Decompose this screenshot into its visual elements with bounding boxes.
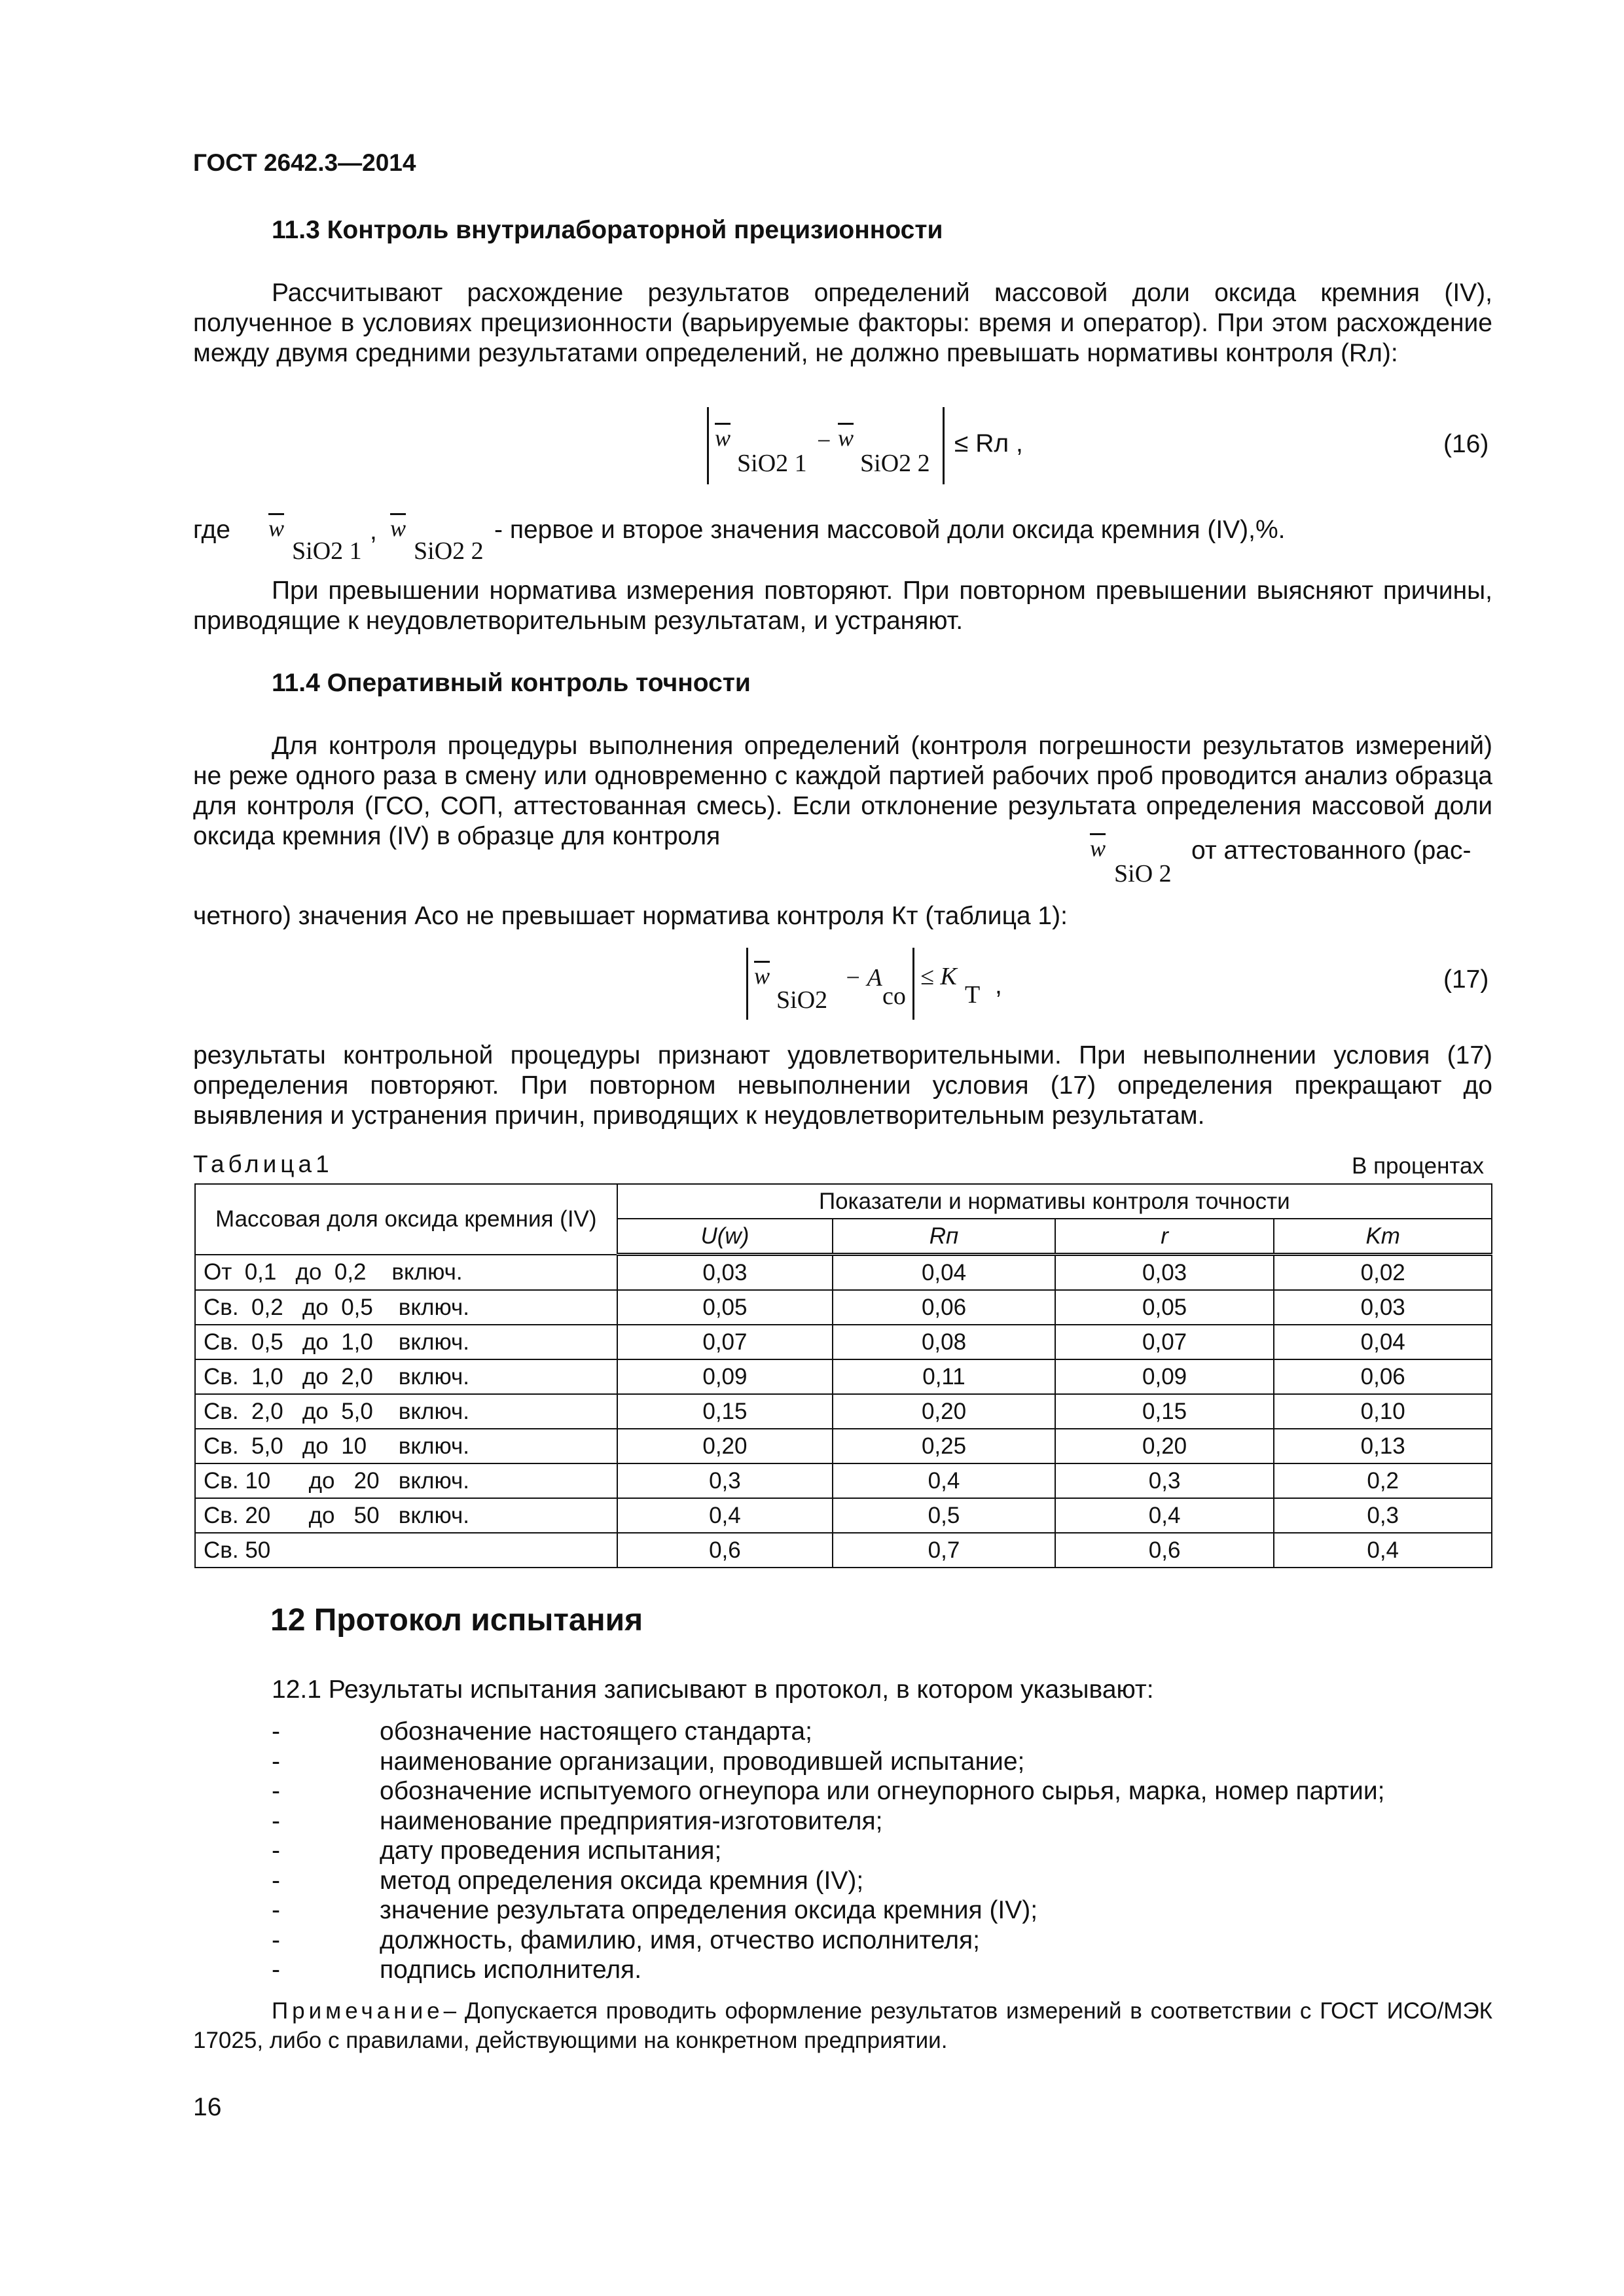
table-cell: 0,4: [617, 1498, 833, 1533]
table-cell: 0,02: [1274, 1255, 1492, 1291]
table-cell: 0,10: [1274, 1394, 1492, 1429]
table-row: [195, 1255, 1492, 1291]
subscript-sio2-2: SiO2 2: [414, 537, 484, 565]
section-11-4-title: 11.4 Оперативный контроль точности: [272, 669, 751, 697]
table-cell-range: Св. 2,0 до 5,0 включ.: [195, 1394, 617, 1429]
table-cell: 0,03: [617, 1255, 833, 1291]
note-label: Примечание: [272, 1998, 444, 2024]
table-cell: 0,6: [617, 1533, 833, 1568]
column-header-u: U(w): [617, 1219, 833, 1255]
list-item-text: обозначение испытуемого огнеупора или огнеупорного сырья, марка, номер партии;: [380, 1777, 1385, 1805]
table-cell: 0,07: [617, 1325, 833, 1359]
section-12-intro: 12.1 Результаты испытания записывают в протокол, в котором указывают:: [272, 1676, 1154, 1704]
separator-comma: ,: [370, 517, 377, 545]
dash-marker: -: [272, 1866, 280, 1895]
paragraph-tail: от аттестованного (рас-: [1191, 836, 1471, 865]
eq16-rhs: ≤ Rл ,: [954, 429, 1023, 457]
table-cell: 0,03: [1055, 1255, 1274, 1291]
subscript-co: co: [882, 982, 906, 1010]
abs-bar-left: [746, 948, 748, 1020]
table-cell: 0,04: [833, 1255, 1055, 1291]
equation-number-16: (16): [1443, 430, 1489, 458]
table-cell: 0,09: [1055, 1359, 1274, 1394]
dash-marker: -: [272, 1806, 280, 1835]
section-11-4-paragraph: Для контроля процедуры выполнения определений (контроля погрешности результатов измерений) не реже одного раза в смену или одновременно с каждой партией рабочих проб проводится анализ образца для контроля (ГСО, СОП, аттестованная смесь). Если отклонение результата определения массовой доли оксида кремния (IV) в образце для контроля: [193, 732, 1492, 850]
table-row: [195, 1394, 1492, 1429]
dash-marker: -: [272, 1717, 280, 1746]
subscript-sio2: SiO2: [776, 986, 828, 1014]
table-cell-range: Св. 0,5 до 1,0 включ.: [195, 1325, 617, 1359]
table-units: В процентах: [1352, 1153, 1485, 1179]
dash-marker: -: [272, 1837, 280, 1865]
list-item-text: метод определения оксида кремния (IV);: [380, 1866, 864, 1895]
abs-bar-left: [707, 407, 709, 484]
w-symbol: $\overline{w}$: [390, 515, 406, 541]
table-cell: 0,2: [1274, 1463, 1492, 1498]
table-cell: 0,20: [833, 1394, 1055, 1429]
table-cell: 0,09: [617, 1359, 833, 1394]
section-11-3-paragraph-2: При превышении норматива измерения повторяют. При повторном превышении выясняют причины, приводящие к неудовлетворительным результатам, и устраняют.: [193, 577, 1492, 635]
table-cell: 0,07: [1055, 1325, 1274, 1359]
dash-marker: -: [272, 1777, 280, 1805]
table-row: [195, 1290, 1492, 1325]
subscript-sio2-1: SiO2 1: [292, 537, 362, 565]
abs-bar-right: [943, 407, 945, 484]
table-cell: 0,04: [1274, 1325, 1492, 1359]
list-item-text: обозначение настоящего стандарта;: [380, 1717, 812, 1746]
table-cell: 0,15: [1055, 1394, 1274, 1429]
list-item-text: наименование предприятия-изготовителя;: [380, 1806, 883, 1835]
dash-marker: -: [272, 1896, 280, 1924]
document-code: ГОСТ 2642.3—2014: [193, 149, 416, 176]
page-number: 16: [193, 2093, 222, 2121]
table-cell: 0,20: [617, 1429, 833, 1463]
table-cell: 0,4: [833, 1463, 1055, 1498]
equation-16: [707, 407, 1074, 484]
dash-marker: -: [272, 1956, 280, 1984]
table-cell: 0,15: [617, 1394, 833, 1429]
equation-17: [746, 948, 1060, 1020]
table-cell: 0,11: [833, 1359, 1055, 1394]
section-11-3-title: 11.3 Контроль внутрилабораторной прецизионности: [272, 216, 943, 244]
section-12-title: 12 Протокол испытания: [270, 1603, 643, 1638]
table-cell: 0,03: [1274, 1290, 1492, 1325]
dash-marker: -: [272, 1926, 280, 1954]
table-row: [195, 1325, 1492, 1359]
w-symbol: $\overline{w}$: [754, 963, 770, 989]
table-row: [195, 1498, 1492, 1533]
table-cell-range: Св. 0,2 до 0,5 включ.: [195, 1290, 617, 1325]
column-header-r: r: [1055, 1219, 1274, 1255]
table-cell: 0,06: [833, 1290, 1055, 1325]
column-header-kt: Kт: [1274, 1219, 1492, 1255]
where-description: - первое и второе значения массовой доли оксида кремния (IV),%.: [494, 516, 1286, 544]
table-1: [194, 1183, 1492, 1568]
table-row: [195, 1463, 1492, 1498]
table-cell-range: Св. 50: [195, 1533, 617, 1568]
table-cell: 0,3: [617, 1463, 833, 1498]
w-symbol: $\overline{w}$: [268, 515, 285, 541]
list-item-text: должность, фамилию, имя, отчество исполнителя;: [380, 1926, 980, 1954]
a-co-symbol: − A: [844, 964, 882, 992]
eq17-rhs: ≤ K: [920, 963, 957, 990]
table-row: [195, 1359, 1492, 1394]
table-cell-range: Св. 5,0 до 10 включ.: [195, 1429, 617, 1463]
w-symbol: $\overline{w}$: [1090, 835, 1106, 861]
comma: ,: [995, 971, 1002, 999]
column-header-rp: Rп: [833, 1219, 1055, 1255]
paragraph-line: четного) значения Aсо не превышает норматива контроля Кт (таблица 1):: [193, 902, 1068, 930]
table-cell: 0,05: [1055, 1290, 1274, 1325]
subscript-sio2-1: SiO2 1: [737, 450, 807, 477]
table-caption: Таблица1: [193, 1151, 333, 1177]
table-cell: 0,4: [1274, 1533, 1492, 1568]
table-cell: 0,20: [1055, 1429, 1274, 1463]
table-cell: 0,7: [833, 1533, 1055, 1568]
list-item-text: значение результата определения оксида кремния (IV);: [380, 1896, 1038, 1924]
w-symbol: $\overline{w}$: [838, 425, 854, 451]
table-cell: 0,4: [1055, 1498, 1274, 1533]
table-cell-range: Св. 10 до 20 включ.: [195, 1463, 617, 1498]
equation-number-17: (17): [1443, 965, 1489, 994]
dash-marker: -: [272, 1747, 280, 1776]
subscript-sio2-2: SiO2 2: [860, 450, 930, 477]
table-cell-range: Св. 20 до 50 включ.: [195, 1498, 617, 1533]
column-header-mass-fraction: Массовая доля оксида кремния (IV): [195, 1184, 617, 1255]
table-row: [195, 1429, 1492, 1463]
w-symbol: $\overline{w}$: [715, 425, 731, 451]
subscript-sio2: SiO 2: [1114, 860, 1172, 888]
section-11-4-paragraph-2: результаты контрольной процедуры признают удовлетворительными. При невыполнении условия (17) определения повторяют. При повторном невыполнении условия (17) определения прекращают до выявления и устранения причин, приводящих к неудовлетворительным результатам.: [193, 1041, 1492, 1130]
list-item-text: подпись исполнителя.: [380, 1956, 642, 1984]
minus-sign: −: [817, 427, 831, 455]
table-cell-range: От 0,1 до 0,2 включ.: [195, 1255, 617, 1291]
table-cell-range: Св. 1,0 до 2,0 включ.: [195, 1359, 617, 1394]
table-cell: 0,05: [617, 1290, 833, 1325]
note-block: [193, 1996, 1492, 2055]
abs-bar-right: [912, 948, 914, 1020]
where-label: где: [193, 516, 230, 544]
table-cell: 0,5: [833, 1498, 1055, 1533]
list-item-text: дату проведения испытания;: [380, 1837, 722, 1865]
table-cell: 0,3: [1055, 1463, 1274, 1498]
table-cell: 0,08: [833, 1325, 1055, 1359]
table-cell: 0,3: [1274, 1498, 1492, 1533]
table-cell: 0,25: [833, 1429, 1055, 1463]
table-cell: 0,6: [1055, 1533, 1274, 1568]
section-11-3-paragraph: Рассчитывают расхождение результатов определений массовой доли оксида кремния (IV), полученное в условиях прецизионности (варьируемые факторы: время и оператор). При этом расхождение между двумя средними результатами определений, не должно превышать нормативы контроля (Rл):: [193, 279, 1492, 367]
subscript-t: T: [965, 981, 981, 1009]
note-text: – Допускается проводить оформление результатов измерений в соответствии с ГОСТ ИСО/МЭК 17025, либо с правилами, действующими на конкретном предприятии.: [193, 1998, 1492, 2053]
table-cell: 0,06: [1274, 1359, 1492, 1394]
table-cell: 0,13: [1274, 1429, 1492, 1463]
table-row: [195, 1533, 1492, 1568]
column-group-header: Показатели и нормативы контроля точности: [617, 1184, 1492, 1219]
list-item-text: наименование организации, проводившей испытание;: [380, 1747, 1025, 1776]
